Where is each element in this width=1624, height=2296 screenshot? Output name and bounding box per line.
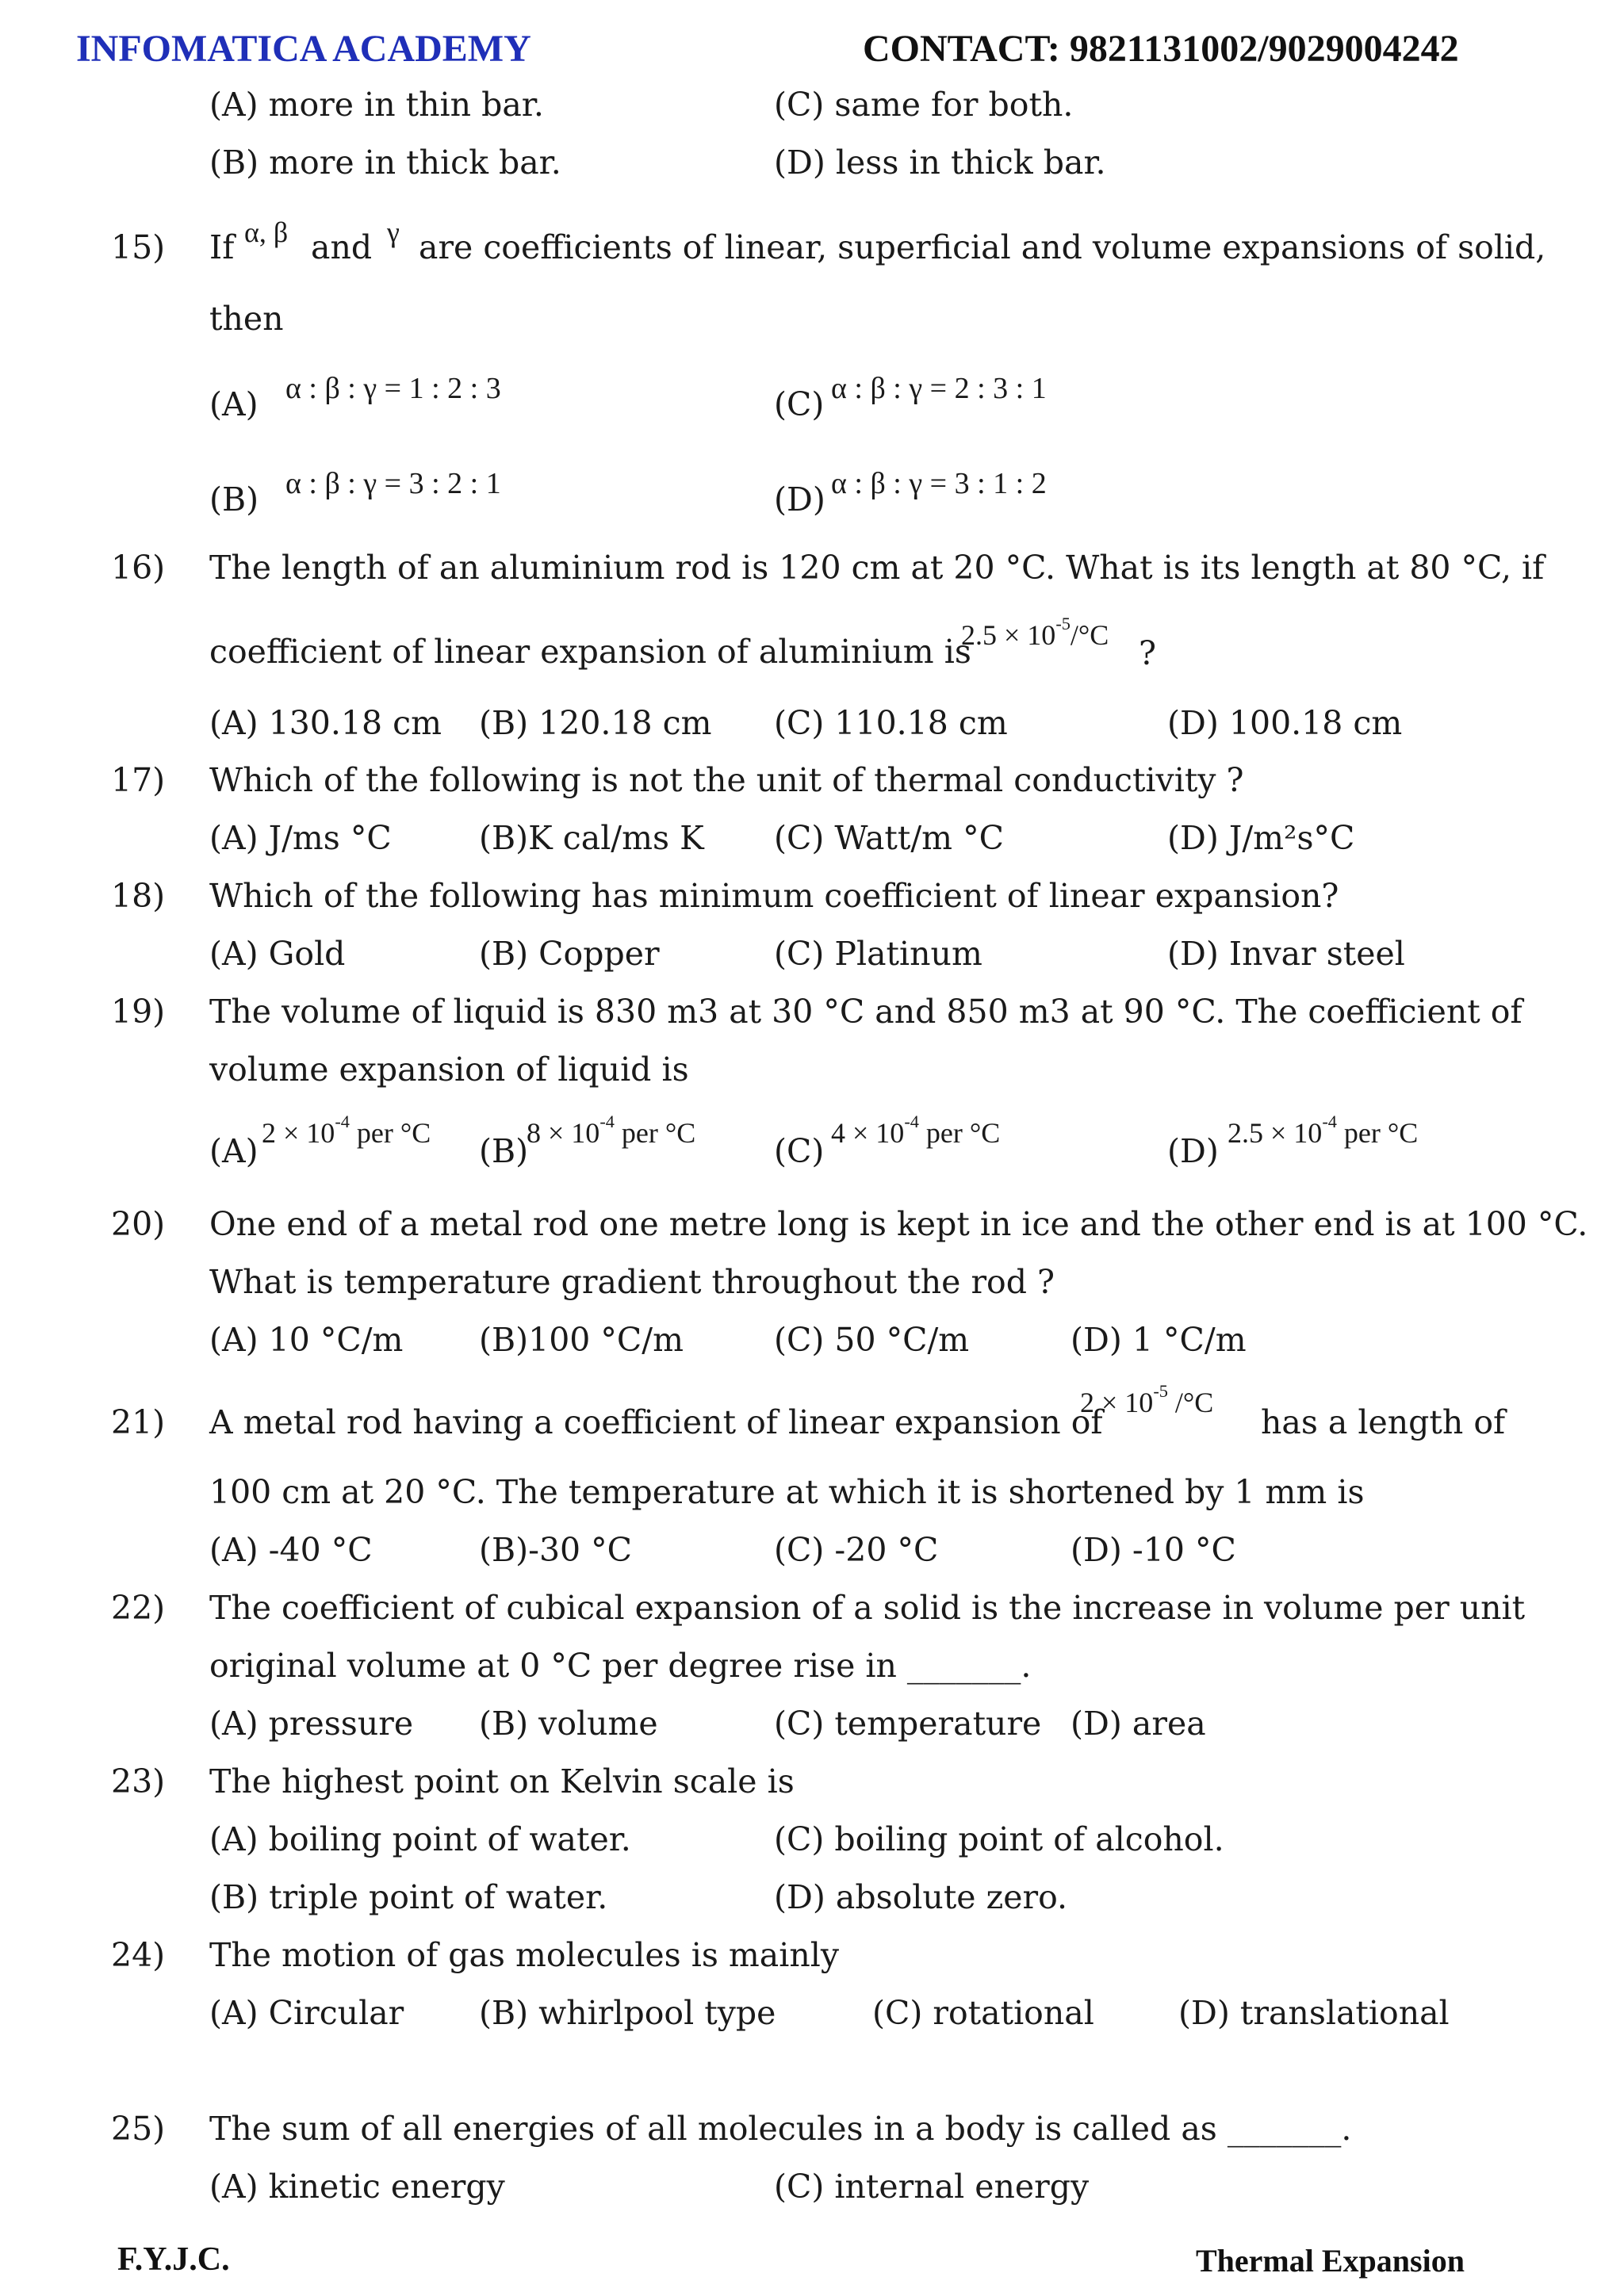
- question-number: 24): [111, 1936, 166, 1974]
- question-text-if: If: [209, 228, 235, 266]
- option-c: (C) -20 °C: [774, 1531, 939, 1569]
- option-c: (C) Platinum: [774, 935, 982, 973]
- contact-info: CONTACT: 9821131002/9029004242: [863, 28, 1459, 70]
- option-a: (A) -40 °C: [209, 1531, 373, 1569]
- question-text-line2: volume expansion of liquid is: [209, 1050, 689, 1089]
- option-d: (D) 1 °C/m: [1071, 1321, 1247, 1359]
- option-a: (A) Gold: [209, 935, 346, 973]
- option-d: (D) -10 °C: [1071, 1531, 1236, 1569]
- option-c: (C) Watt/m °C: [774, 819, 1004, 857]
- question-text-line1: One end of a metal rod one metre long is kept in ice and the other end is at 100 °C.: [209, 1205, 1588, 1243]
- question-number: 17): [111, 761, 166, 799]
- option-c: (C) 50 °C/m: [774, 1321, 970, 1359]
- option-c: (C) same for both.: [774, 86, 1074, 124]
- option-a: (A) 10 °C/m: [209, 1321, 404, 1359]
- option-b-label: (B): [209, 480, 259, 519]
- question-text: are coefficients of linear, superficial and volume expansions of solid,: [419, 228, 1546, 266]
- footer-class: F.Y.J.C.: [117, 2241, 230, 2278]
- question-text-line1: A metal rod having a coefficient of linear expansion of: [209, 1403, 1103, 1441]
- option-d-label: (D): [1167, 1132, 1219, 1170]
- option-c: (C) temperature: [774, 1705, 1042, 1743]
- question-text-then: then: [209, 300, 284, 338]
- option-c: α : β : γ = 2 : 3 : 1: [831, 372, 1047, 405]
- question-text: Which of the following is not the unit of thermal conductivity ?: [209, 761, 1244, 799]
- option-d: (D) translational: [1178, 1994, 1450, 2032]
- question-text: Which of the following has minimum coefficient of linear expansion?: [209, 877, 1339, 915]
- question-mark: ?: [1139, 634, 1156, 672]
- option-d: α : β : γ = 3 : 1 : 2: [831, 467, 1047, 500]
- question-number: 23): [111, 1762, 166, 1800]
- option-b: (B) whirlpool type: [479, 1994, 776, 2032]
- option-d: $2.5 \times 10^{-4}$ per °C: [1228, 1112, 1419, 1149]
- coefficient-value: $2 \times 10^{-5}$ /°C: [1080, 1381, 1214, 1418]
- option-d-label: (D): [774, 480, 825, 519]
- option-a: (A) 130.18 cm: [209, 704, 442, 742]
- question-text: The motion of gas molecules is mainly: [209, 1936, 840, 1974]
- question-text-and: and: [311, 228, 373, 266]
- question-text: The sum of all energies of all molecules in a body is called as _______.: [209, 2110, 1352, 2148]
- option-a: (A) Circular: [209, 1994, 404, 2032]
- question-text-line1: The volume of liquid is 830 m3 at 30 °C and 850 m3 at 90 °C. The coefficient of: [209, 993, 1522, 1031]
- option-b: α : β : γ = 3 : 2 : 1: [285, 467, 501, 500]
- question-text-line2: coefficient of linear expansion of aluminium is: [209, 633, 971, 671]
- option-d: (D) J/m²s°C: [1167, 819, 1355, 857]
- option-c: (C) rotational: [872, 1994, 1094, 2032]
- option-a: (A) pressure: [209, 1705, 414, 1743]
- option-d: (D) area: [1071, 1705, 1206, 1743]
- option-b-label: (B): [479, 1132, 529, 1170]
- question-text: The highest point on Kelvin scale is: [209, 1762, 795, 1800]
- option-b: (B) triple point of water.: [209, 1878, 608, 1916]
- option-a: α : β : γ = 1 : 2 : 3: [285, 372, 501, 405]
- option-b: (B) volume: [479, 1705, 658, 1743]
- question-number: 25): [111, 2110, 166, 2148]
- option-c: (C) 110.18 cm: [774, 704, 1008, 742]
- option-b: (B) 120.18 cm: [479, 704, 712, 742]
- option-b: (B)100 °C/m: [479, 1321, 684, 1359]
- question-number: 18): [111, 877, 166, 915]
- option-a: (A) kinetic energy: [209, 2168, 505, 2206]
- option-a-label: (A): [209, 385, 259, 423]
- question-number: 22): [111, 1589, 166, 1627]
- option-a: (A) more in thin bar.: [209, 86, 544, 124]
- option-b: $8 \times 10^{-4}$ per °C: [527, 1112, 696, 1149]
- option-b: (B) Copper: [479, 935, 660, 973]
- option-b: (B)-30 °C: [479, 1531, 633, 1569]
- option-b: (B) more in thick bar.: [209, 144, 561, 182]
- option-c-label: (C): [774, 1132, 825, 1170]
- question-number: 16): [111, 549, 166, 587]
- question-number: 15): [111, 228, 166, 266]
- option-d: (D) Invar steel: [1167, 935, 1405, 973]
- option-d: (D) 100.18 cm: [1167, 704, 1403, 742]
- option-b: (B)K cal/ms K: [479, 819, 704, 857]
- option-c: (C) boiling point of alcohol.: [774, 1820, 1224, 1858]
- question-text-line2: What is temperature gradient throughout the rod ?: [209, 1263, 1055, 1301]
- option-a-label: (A): [209, 1132, 259, 1170]
- option-a: (A) J/ms °C: [209, 819, 392, 857]
- question-text-line2: 100 cm at 20 °C. The temperature at which it is shortened by 1 mm is: [209, 1473, 1365, 1511]
- coefficient-value: $2.5 \times 10^{-5}/^\circ C$: [961, 614, 1109, 651]
- gamma-symbol: γ: [387, 216, 400, 248]
- question-text-line1: The length of an aluminium rod is 120 cm at 20 °C. What is its length at 80 °C, if: [209, 549, 1545, 587]
- option-c-label: (C): [774, 385, 825, 423]
- option-a: (A) boiling point of water.: [209, 1820, 631, 1858]
- footer-chapter: Thermal Expansion: [1196, 2243, 1465, 2279]
- alpha-beta-symbols: α, β: [244, 216, 289, 248]
- option-d: (D) less in thick bar.: [774, 144, 1106, 182]
- question-number: 20): [111, 1205, 166, 1243]
- option-c: $4 \times 10^{-4}$ per °C: [831, 1112, 1001, 1149]
- question-text-line1b: has a length of: [1261, 1403, 1506, 1441]
- question-text-line2: original volume at 0 °C per degree rise in _______.: [209, 1647, 1032, 1685]
- academy-name: INFOMATICA ACADEMY: [76, 28, 531, 70]
- question-number: 21): [111, 1403, 166, 1441]
- question-number: 19): [111, 993, 166, 1031]
- option-a: $2 \times 10^{-4}$ per °C: [262, 1112, 431, 1149]
- question-text-line1: The coefficient of cubical expansion of a solid is the increase in volume per unit: [209, 1589, 1526, 1627]
- option-c: (C) internal energy: [774, 2168, 1090, 2206]
- option-d: (D) absolute zero.: [774, 1878, 1068, 1916]
